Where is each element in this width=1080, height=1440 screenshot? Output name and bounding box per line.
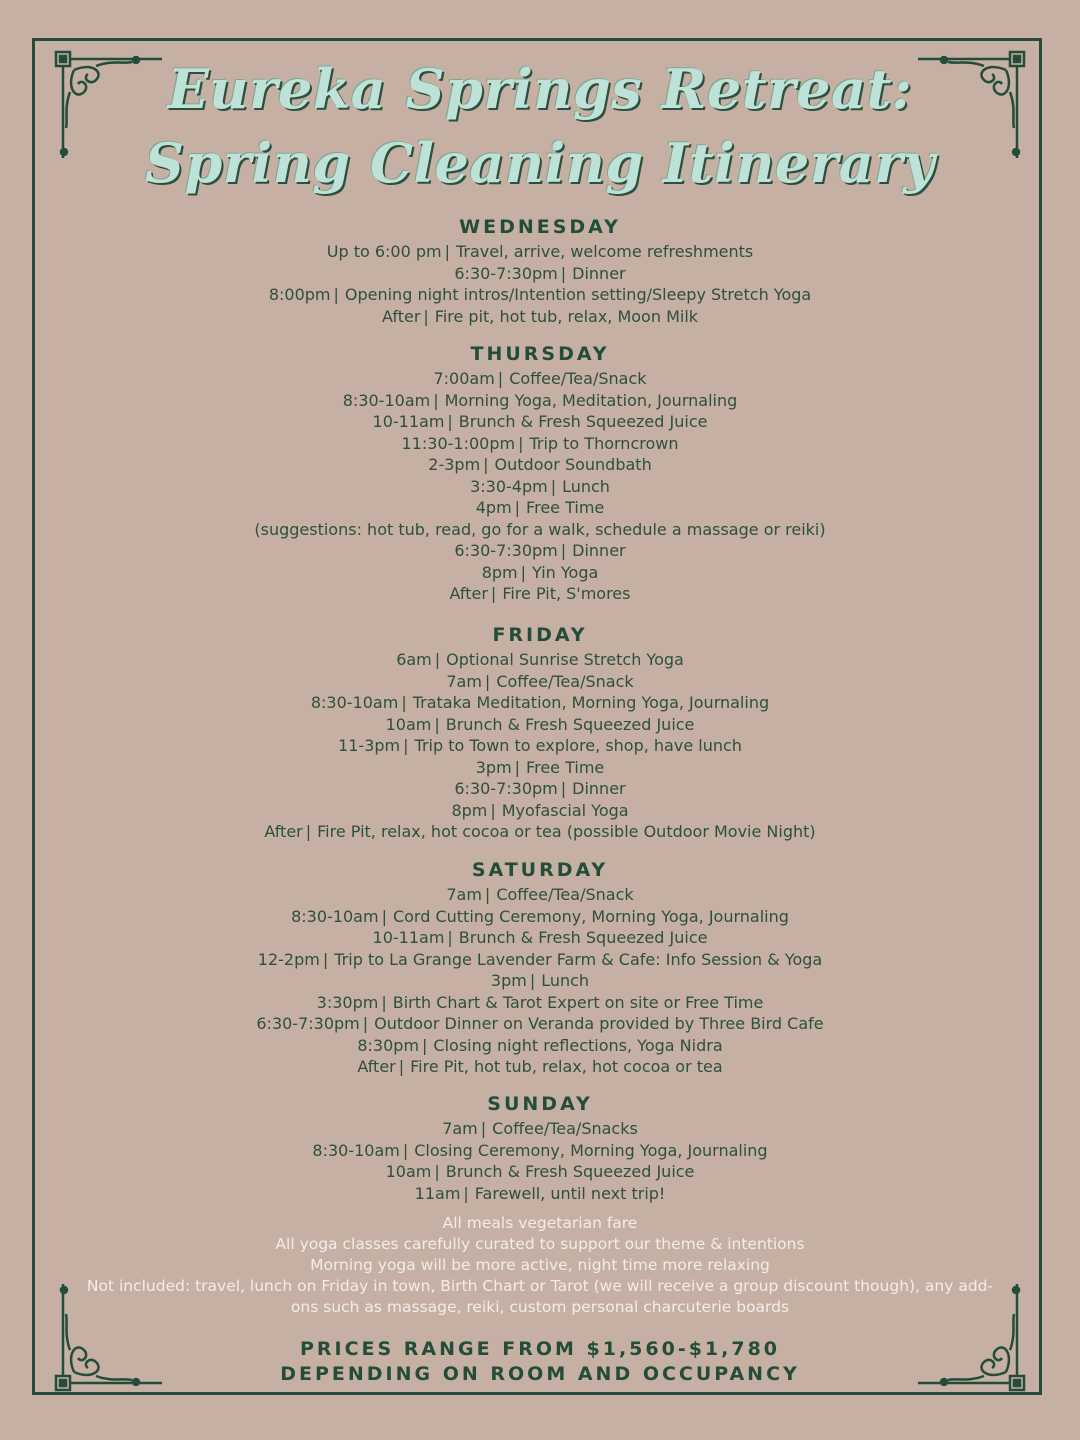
entry-separator: | (433, 390, 439, 410)
entry-time: 6am (396, 650, 432, 669)
entry-separator: | (484, 885, 491, 904)
day-heading: SUNDAY (487, 1093, 593, 1115)
entry-activity: Dinner (572, 779, 626, 798)
schedule-entry (0, 476, 1080, 498)
entry-separator: | (490, 584, 497, 603)
entry-separator: | (497, 369, 504, 388)
entry-separator: | (520, 562, 527, 582)
entry-activity: Lunch (541, 971, 590, 990)
day-section-wednesday (0, 213, 1080, 327)
entry-separator: | (402, 1140, 409, 1160)
schedule-entry (0, 1140, 1080, 1162)
note-line: All yoga classes carefully curated to support our theme & intentions (275, 1235, 805, 1253)
entry-activity: Free Time (526, 757, 605, 777)
entry-activity: Outdoor Dinner on Veranda provided by Three Bird Cafe (374, 1014, 824, 1033)
entry-time: 3pm (475, 757, 512, 777)
entry-separator: | (483, 455, 489, 474)
entry-activity: Coffee/Tea/Snack (509, 369, 647, 388)
entry-activity: Opening night intros/Intention setting/Sleepy Stretch Yoga (344, 285, 812, 304)
schedule-entry (0, 949, 1080, 971)
entry-time: 8:30pm (357, 1035, 420, 1055)
entry-separator: | (560, 263, 567, 283)
schedule-entry (0, 735, 1080, 757)
entry-separator: | (518, 433, 524, 453)
entry-time: 11:30-1:00pm (401, 433, 516, 453)
entry-activity: Closing Ceremony, Morning Yoga, Journaling (414, 1140, 768, 1160)
entry-time: After (264, 822, 303, 841)
schedule-entry (0, 1056, 1080, 1078)
note-line: Not included: travel, lunch on Friday in town, Birth Chart or Tarot (we will receive a group discount though), any add- (86, 1277, 994, 1295)
entry-separator: | (381, 906, 387, 926)
entry-time: 11-3pm (338, 736, 401, 755)
day-heading: FRIDAY (492, 624, 588, 646)
entry-separator: | (333, 285, 339, 304)
schedule-entry (0, 906, 1080, 928)
entry-activity: Brunch & Fresh Squeezed Juice (445, 1162, 695, 1181)
entry-separator: | (447, 928, 453, 947)
entry-time: 2-3pm (428, 455, 481, 474)
entry-separator: | (490, 800, 496, 820)
entry-activity: Birth Chart & Tarot Expert on site or Free Time (392, 992, 764, 1012)
day-section-thursday (0, 340, 1080, 605)
entry-separator: | (529, 971, 536, 990)
entry-time: 6:30-7:30pm (454, 263, 558, 283)
entry-activity: Trip to La Grange Lavender Farm & Cafe: Info Session & Yoga (334, 949, 823, 969)
entry-activity: Lunch (562, 476, 610, 496)
entry-separator: | (401, 693, 407, 712)
page-title-line-1: Eureka Springs Retreat: (167, 57, 913, 121)
schedule-entry (0, 454, 1080, 476)
schedule-entry (0, 927, 1080, 949)
entry-time: 8:30-10am (342, 390, 431, 410)
schedule-entry (0, 1183, 1080, 1205)
schedule-entry (0, 306, 1080, 328)
entry-activity: Yin Yoga (532, 562, 599, 582)
entry-separator: | (484, 671, 491, 691)
entry-separator: | (403, 736, 409, 755)
day-section-sunday (0, 1090, 1080, 1204)
entry-separator: | (550, 476, 557, 496)
entry-separator: | (447, 412, 453, 431)
schedule-entry (0, 1035, 1080, 1057)
schedule-entry (0, 800, 1080, 822)
entry-separator: | (560, 779, 567, 798)
price-condition: DEPENDING ON ROOM AND OCCUPANCY (280, 1363, 800, 1385)
entry-activity: Fire Pit, hot tub, relax, hot cocoa or tea (410, 1057, 723, 1076)
entry-time: 3:30pm (316, 992, 379, 1012)
entry-time: 7am (446, 671, 482, 691)
entry-separator: | (305, 822, 312, 841)
entry-time: 8:30-10am (312, 1140, 400, 1160)
entry-time: 8pm (451, 800, 488, 820)
entry-activity: Coffee/Tea/Snack (496, 671, 634, 691)
schedule-entry (0, 241, 1080, 263)
entry-activity: Trip to Town to explore, shop, have lunch (414, 736, 742, 755)
entry-separator: | (362, 1014, 369, 1033)
entry-separator: | (514, 498, 521, 517)
entry-separator: | (514, 757, 521, 777)
schedule-entry (0, 821, 1080, 843)
entry-separator: | (560, 541, 567, 560)
entry-activity: Fire Pit, relax, hot cocoa or tea (possible Outdoor Movie Night) (317, 822, 816, 841)
entry-time: After (357, 1057, 396, 1076)
schedule-entry (0, 519, 1080, 541)
entry-time: 10-11am (372, 928, 445, 947)
schedule-entry (0, 1161, 1080, 1183)
entry-time: 3pm (490, 971, 527, 990)
day-heading: SATURDAY (471, 859, 609, 881)
schedule-entry (0, 540, 1080, 562)
schedule-entry (0, 1013, 1080, 1035)
entry-time: 6:30-7:30pm (256, 1014, 360, 1033)
entry-separator: | (434, 714, 440, 734)
prices-section (0, 1337, 1080, 1387)
entry-activity: Cord Cutting Ceremony, Morning Yoga, Journaling (392, 906, 789, 926)
entry-time: 8:00pm (268, 285, 331, 304)
schedule-entry (0, 757, 1080, 779)
notes-section (0, 1213, 1080, 1318)
entry-time: 10am (385, 1162, 432, 1181)
schedule-entry (0, 263, 1080, 285)
entry-activity: Travel, arrive, welcome refreshments (456, 242, 754, 261)
entry-separator: | (444, 242, 450, 261)
entry-time: 8:30-10am (310, 693, 399, 712)
entry-activity: Trip to Thorncrown (529, 433, 679, 453)
entry-time: 6:30-7:30pm (454, 779, 558, 798)
schedule-entry (0, 433, 1080, 455)
schedule-entry (0, 497, 1080, 519)
note-line: Morning yoga will be more active, night time more relaxing (310, 1256, 770, 1274)
entry-time: 3:30-4pm (470, 476, 548, 496)
entry-activity: Fire pit, hot tub, relax, Moon Milk (434, 306, 699, 326)
entry-activity: Fire Pit, S'mores (502, 584, 631, 603)
schedule-entry (0, 884, 1080, 906)
schedule-entry (0, 970, 1080, 992)
entry-activity: Brunch & Fresh Squeezed Juice (458, 928, 708, 947)
day-heading: THURSDAY (470, 343, 610, 365)
entry-time: 10-11am (372, 412, 445, 431)
entry-separator: | (322, 949, 329, 969)
entry-separator: | (480, 1119, 487, 1138)
entry-activity: Farewell, until next trip! (474, 1183, 666, 1203)
entry-time: 12-2pm (257, 949, 320, 969)
entry-activity: Closing night reflections, Yoga Nidra (433, 1035, 723, 1055)
entry-activity: (suggestions: hot tub, read, go for a walk, schedule a massage or reiki) (254, 519, 826, 539)
entry-time: 4pm (475, 498, 512, 517)
day-section-friday (0, 621, 1080, 843)
note-line: ons such as massage, reiki, custom personal charcuterie boards (290, 1298, 790, 1316)
schedule-entry (0, 411, 1080, 433)
price-range: PRICES RANGE FROM $1,560-$1,780 (299, 1338, 781, 1360)
schedule-entry (0, 778, 1080, 800)
schedule-entry (0, 992, 1080, 1014)
entry-separator: | (463, 1183, 469, 1203)
entry-activity: Myofascial Yoga (501, 800, 629, 820)
schedule-entry (0, 714, 1080, 736)
entry-time: 11am (414, 1183, 461, 1203)
entry-time: 6:30-7:30pm (454, 541, 558, 560)
entry-separator: | (422, 1035, 428, 1055)
entry-activity: Brunch & Fresh Squeezed Juice (445, 714, 695, 734)
note-line: All meals vegetarian fare (442, 1214, 638, 1232)
entry-time: 8:30-10am (291, 906, 379, 926)
schedule-entry (0, 390, 1080, 412)
entry-time: After (449, 584, 488, 603)
entry-time: 8pm (481, 562, 518, 582)
entry-activity: Coffee/Tea/Snacks (492, 1119, 638, 1138)
entry-time: 7am (442, 1119, 478, 1138)
entry-time: 7:00am (433, 369, 495, 388)
entry-time: 10am (385, 714, 432, 734)
entry-activity: Morning Yoga, Meditation, Journaling (444, 390, 738, 410)
schedule-entry (0, 368, 1080, 390)
day-section-saturday (0, 856, 1080, 1078)
entry-activity: Outdoor Soundbath (494, 455, 652, 474)
entry-activity: Dinner (572, 541, 626, 560)
entry-time: 7am (446, 885, 482, 904)
entry-time: After (381, 306, 421, 326)
entry-activity: Trataka Meditation, Morning Yoga, Journaling (412, 693, 770, 712)
schedule-entry (0, 671, 1080, 693)
entry-activity: Dinner (572, 263, 626, 283)
entry-separator: | (381, 992, 387, 1012)
day-heading: WEDNESDAY (459, 216, 621, 238)
entry-separator: | (434, 650, 441, 669)
schedule-entry (0, 583, 1080, 605)
page-title-line-2: Spring Cleaning Itinerary (144, 131, 936, 195)
entry-separator: | (434, 1162, 440, 1181)
schedule-entry (0, 1118, 1080, 1140)
schedule-entry (0, 692, 1080, 714)
entry-activity: Free Time (526, 498, 605, 517)
entry-activity: Optional Sunrise Stretch Yoga (446, 650, 684, 669)
entry-separator: | (398, 1057, 405, 1076)
schedule-entry (0, 284, 1080, 306)
entry-activity: Brunch & Fresh Squeezed Juice (458, 412, 708, 431)
schedule-entry (0, 649, 1080, 671)
schedule-entry (0, 562, 1080, 584)
entry-time: Up to 6:00 pm (326, 242, 442, 261)
entry-separator: | (423, 306, 429, 326)
entry-activity: Coffee/Tea/Snack (496, 885, 634, 904)
